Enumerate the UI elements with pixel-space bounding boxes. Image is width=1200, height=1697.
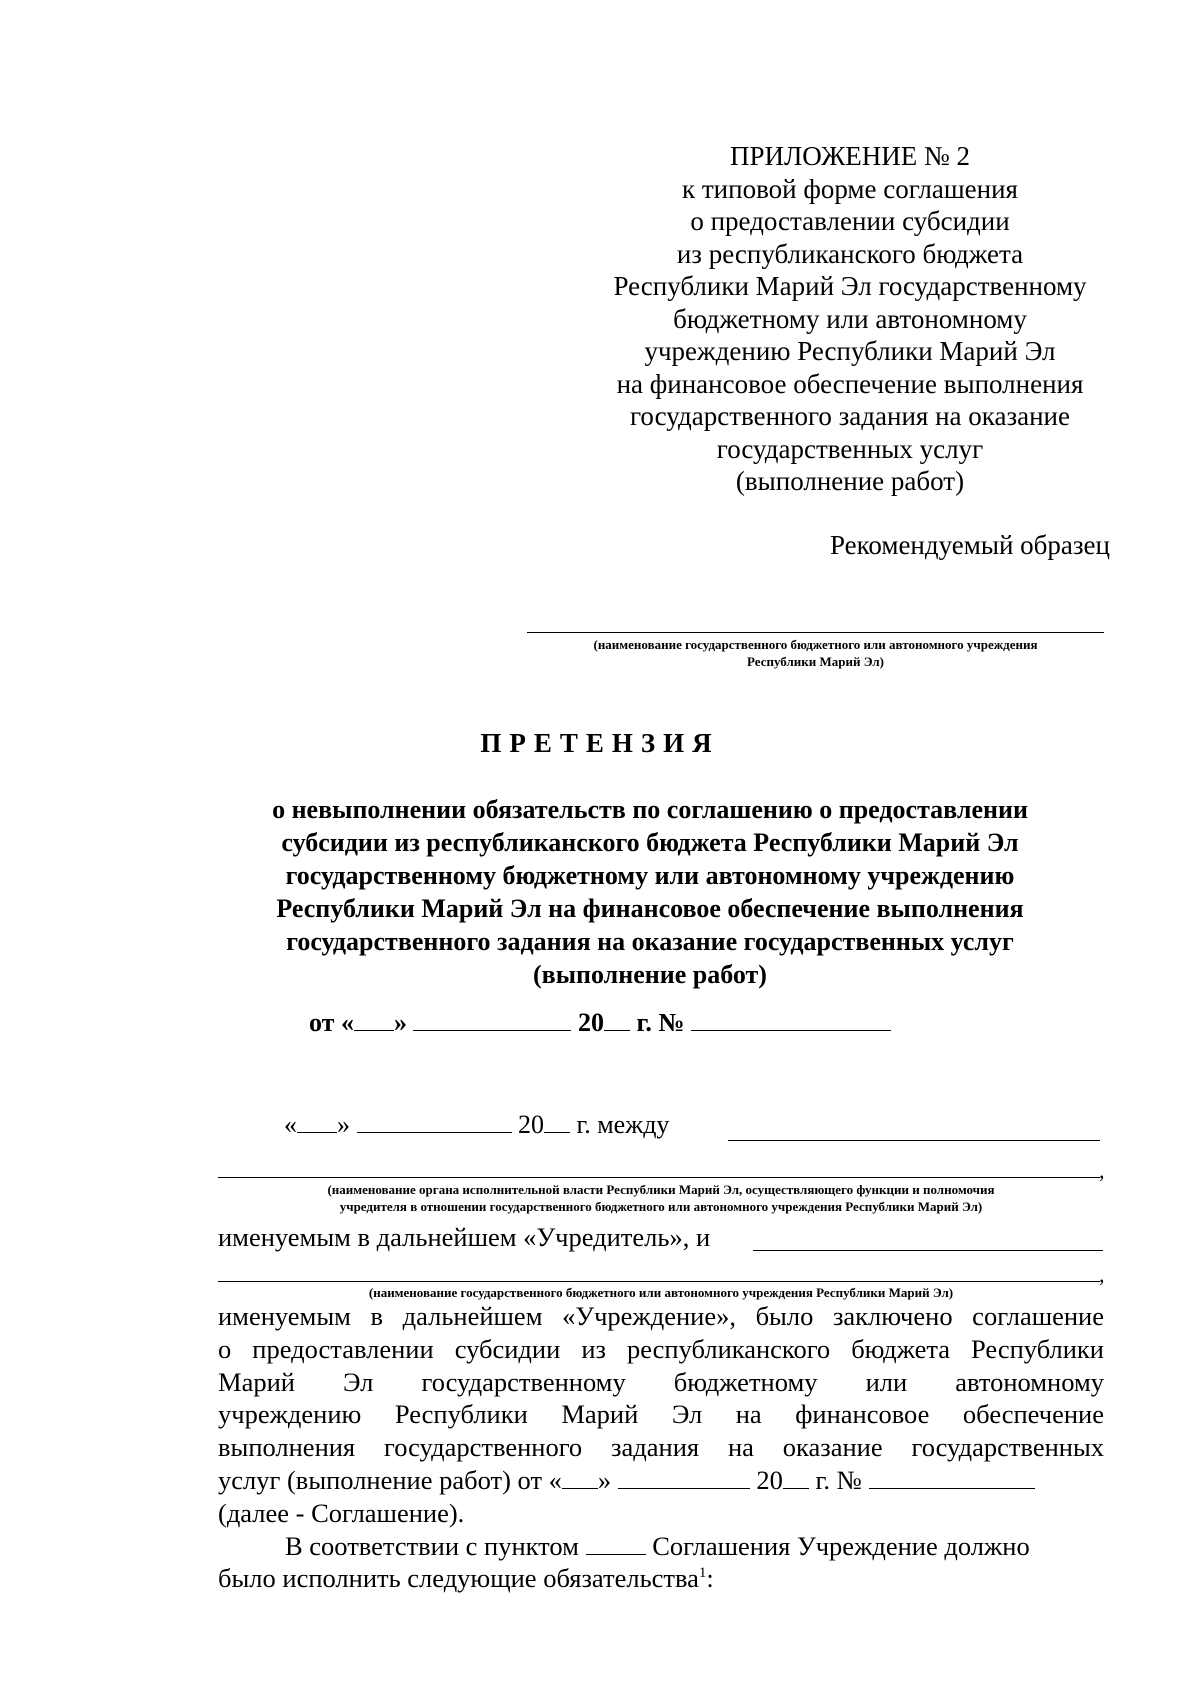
- close-quote: »: [597, 1464, 612, 1495]
- open-quote: «: [284, 1110, 297, 1139]
- number-blank: [691, 1008, 891, 1031]
- founder-caption: [218, 1181, 1104, 1215]
- body-text-fragment: Соглашения Учреждение должно: [652, 1530, 1030, 1561]
- month-blank: [413, 1008, 571, 1031]
- appendix-line: (выполнение работ): [735, 466, 965, 496]
- subtitle-line: государственному бюджетному или автономному учреждению: [285, 861, 1015, 890]
- month-blank: [618, 1466, 750, 1489]
- appendix-line: государственных услуг: [716, 433, 984, 464]
- day-blank: [354, 1008, 394, 1031]
- caption-line: Республики Марий Эл): [747, 654, 884, 669]
- appendix-line: на финансовое обеспечение выполнения: [616, 368, 1084, 399]
- year-prefix: 20: [756, 1464, 783, 1495]
- appendix-line: Республики Марий Эл государственному: [613, 271, 1087, 301]
- org-name-caption: [527, 636, 1104, 670]
- org-name-blank-line: [527, 632, 1104, 633]
- from-label: от «: [309, 1008, 354, 1037]
- comma: ,: [1099, 1158, 1105, 1183]
- body-line-obligations: [218, 1562, 1104, 1595]
- caption-line: (наименование государственного бюджетного или автономного учреждения: [593, 637, 1038, 652]
- body-line: учреждению Республики Марий Эл на финансовое обеспечение: [218, 1399, 1104, 1430]
- comma: ,: [1099, 1262, 1105, 1287]
- caption-line: (наименование органа исполнительной власти Республики Марий Эл, осуществляющего функции и полномочия: [327, 1182, 995, 1197]
- appendix-line: к типовой форме соглашения: [682, 173, 1018, 204]
- appendix-line: учреждению Республики Марий Эл: [644, 336, 1056, 366]
- number-blank: [869, 1466, 1035, 1489]
- clause-number-blank: [586, 1532, 646, 1555]
- caption-line: учредителя в отношении государственного бюджетного или автономного учреждения Республики Марий Эл): [339, 1199, 983, 1214]
- subtitle-line: (выполнение работ): [533, 960, 767, 989]
- appendix-line: государственного задания на оказание: [630, 401, 1070, 431]
- document-title: ПРЕТЕНЗИЯ: [480, 728, 720, 758]
- year-blank: [604, 1008, 630, 1031]
- document-subtitle: [200, 793, 1100, 991]
- year-blank: [544, 1110, 570, 1133]
- appendix-line: ПРИЛОЖЕНИЕ № 2: [729, 141, 971, 171]
- year-blank: [783, 1466, 809, 1489]
- founder-name-blank-line-2: [218, 1177, 1100, 1178]
- year-prefix: 20: [577, 1008, 604, 1037]
- day-blank: [562, 1466, 598, 1489]
- colon: :: [706, 1563, 714, 1594]
- body-text-fragment: услуг (выполнение работ) от «: [218, 1464, 562, 1495]
- body-line: (далее - Соглашение).: [218, 1497, 465, 1528]
- between-label: г. между: [576, 1110, 670, 1139]
- body-line: выполнения государственного задания на оказание государственных: [218, 1432, 1104, 1463]
- appendix-line: о предоставлении субсидии: [690, 206, 1010, 236]
- claim-date-line: [0, 1008, 1200, 1038]
- day-blank: [297, 1110, 337, 1133]
- footnote-mark: 1: [698, 1565, 707, 1582]
- year-suffix: г. №: [815, 1464, 862, 1495]
- appendix-line: бюджетному или автономному: [673, 303, 1027, 334]
- month-blank: [357, 1110, 512, 1133]
- year-prefix: 20: [518, 1110, 544, 1139]
- year-suffix: г. №: [636, 1008, 685, 1037]
- subtitle-line: о невыполнении обязательств по соглашению о предоставлении: [272, 795, 1028, 824]
- body-line: Марий Эл государственному бюджетному или автономному: [218, 1366, 1104, 1397]
- close-quote: »: [337, 1110, 350, 1139]
- institution-name-blank-line-2: [218, 1281, 1100, 1282]
- appendix-header: [590, 140, 1110, 498]
- founder-name-blank-line-1: [728, 1140, 1100, 1141]
- body-text: [218, 1300, 1104, 1595]
- close-quote: »: [393, 1008, 407, 1037]
- founder-text: именуемым в дальнейшем «Учредитель», и: [218, 1222, 711, 1252]
- body-line: о предоставлении субсидии из республиканского бюджета Республики: [218, 1333, 1104, 1364]
- agreement-date-line: [284, 1110, 669, 1140]
- body-line-clause: [218, 1530, 1104, 1563]
- subtitle-line: государственного задания на оказание государственных услуг: [286, 927, 1014, 956]
- body-text-fragment: было исполнить следующие обязательства: [218, 1563, 699, 1594]
- subtitle-line: Республики Марий Эл на финансовое обеспечение выполнения: [276, 894, 1024, 923]
- body-line-date: [218, 1464, 1104, 1497]
- institution-name-blank-line-1: [753, 1250, 1103, 1251]
- appendix-line: из республиканского бюджета: [676, 238, 1024, 269]
- subtitle-line: субсидии из республиканского бюджета Республики Марий Эл: [281, 828, 1019, 857]
- body-text-fragment: В соответствии с пунктом: [285, 1530, 579, 1561]
- body-line: именуемым в дальнейшем «Учреждение», было заключено соглашение: [218, 1301, 1104, 1331]
- sample-label: Рекомендуемый образец: [829, 530, 1110, 560]
- institution-caption: (наименование государственного бюджетного или автономного учреждения Республики Марий Эл): [368, 1285, 954, 1300]
